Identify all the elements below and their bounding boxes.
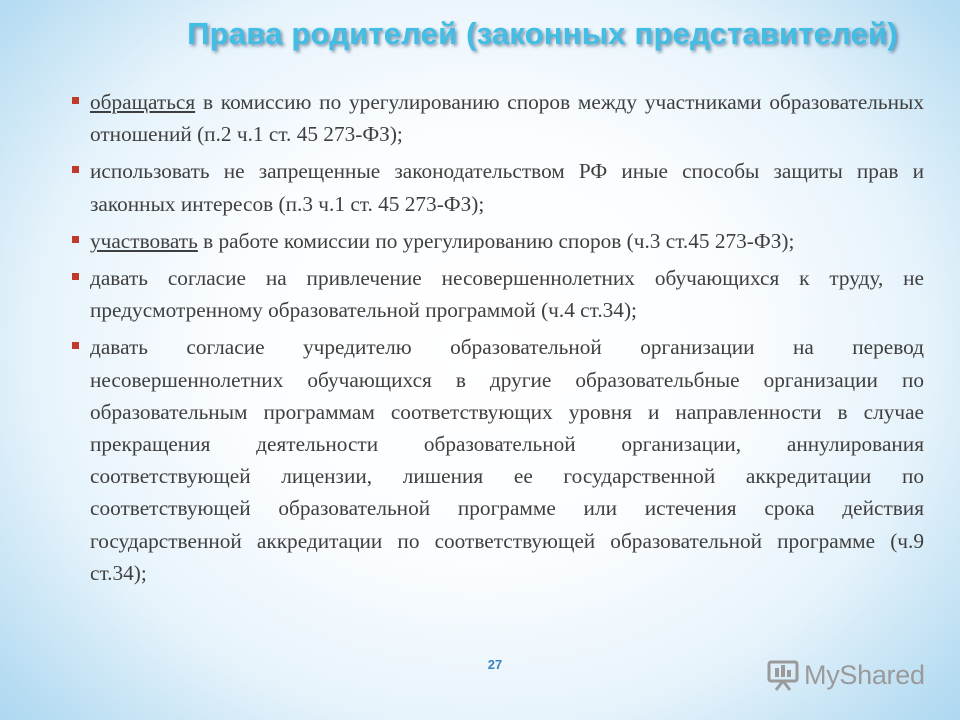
page-number: 27 [487, 657, 503, 672]
bullet-icon [72, 236, 79, 243]
item-text: использовать не запрещенные законодательством РФ иные способы защиты прав и законных интересов (п.3 ч.1 ст. 45 273-ФЗ); [90, 159, 924, 216]
presentation-board-icon [766, 658, 800, 692]
rights-list [72, 86, 924, 594]
list-item [72, 225, 924, 257]
item-verb: участвовать [90, 228, 198, 253]
bullet-icon [72, 342, 79, 349]
bullet-icon [72, 166, 79, 173]
list-item [72, 331, 924, 589]
list-item [72, 155, 924, 219]
item-text: в работе комиссии по урегулированию споров (ч.3 ст.45 273-ФЗ); [197, 228, 795, 253]
item-verb: обращаться [90, 90, 196, 114]
bullet-icon [72, 97, 79, 104]
watermark-logo [766, 655, 925, 695]
bullet-icon [72, 273, 79, 280]
item-text: давать согласие учредителю образовательной организации на перевод несовершеннолетних обучающихся в другие образовательбные организации по образовательным программам соответствующих уровня и направленности в случае прекращения деятельности образовательной организации, аннулирования соответствующей лицензии, лишения ее государственной аккредитации по соответствующей образовательной программе или истечения срока действия государственной аккредитации по соответствующей образовательной программе (ч.9 ст.34); [90, 335, 924, 585]
watermark-text: MyShared [804, 659, 925, 690]
item-text: в комиссию по урегулированию споров между участниками образовательных отношений (п.2 ч.1 ст. 45 273-ФЗ); [90, 90, 924, 147]
list-item [72, 86, 924, 150]
item-text: давать согласие на привлечение несовершеннолетних обучающихся к труду, не предусмотренному образовательной программой (ч.4 ст.34); [90, 266, 924, 323]
list-item [72, 262, 924, 326]
slide-title: Права родителей (законных представителей) [187, 16, 898, 51]
